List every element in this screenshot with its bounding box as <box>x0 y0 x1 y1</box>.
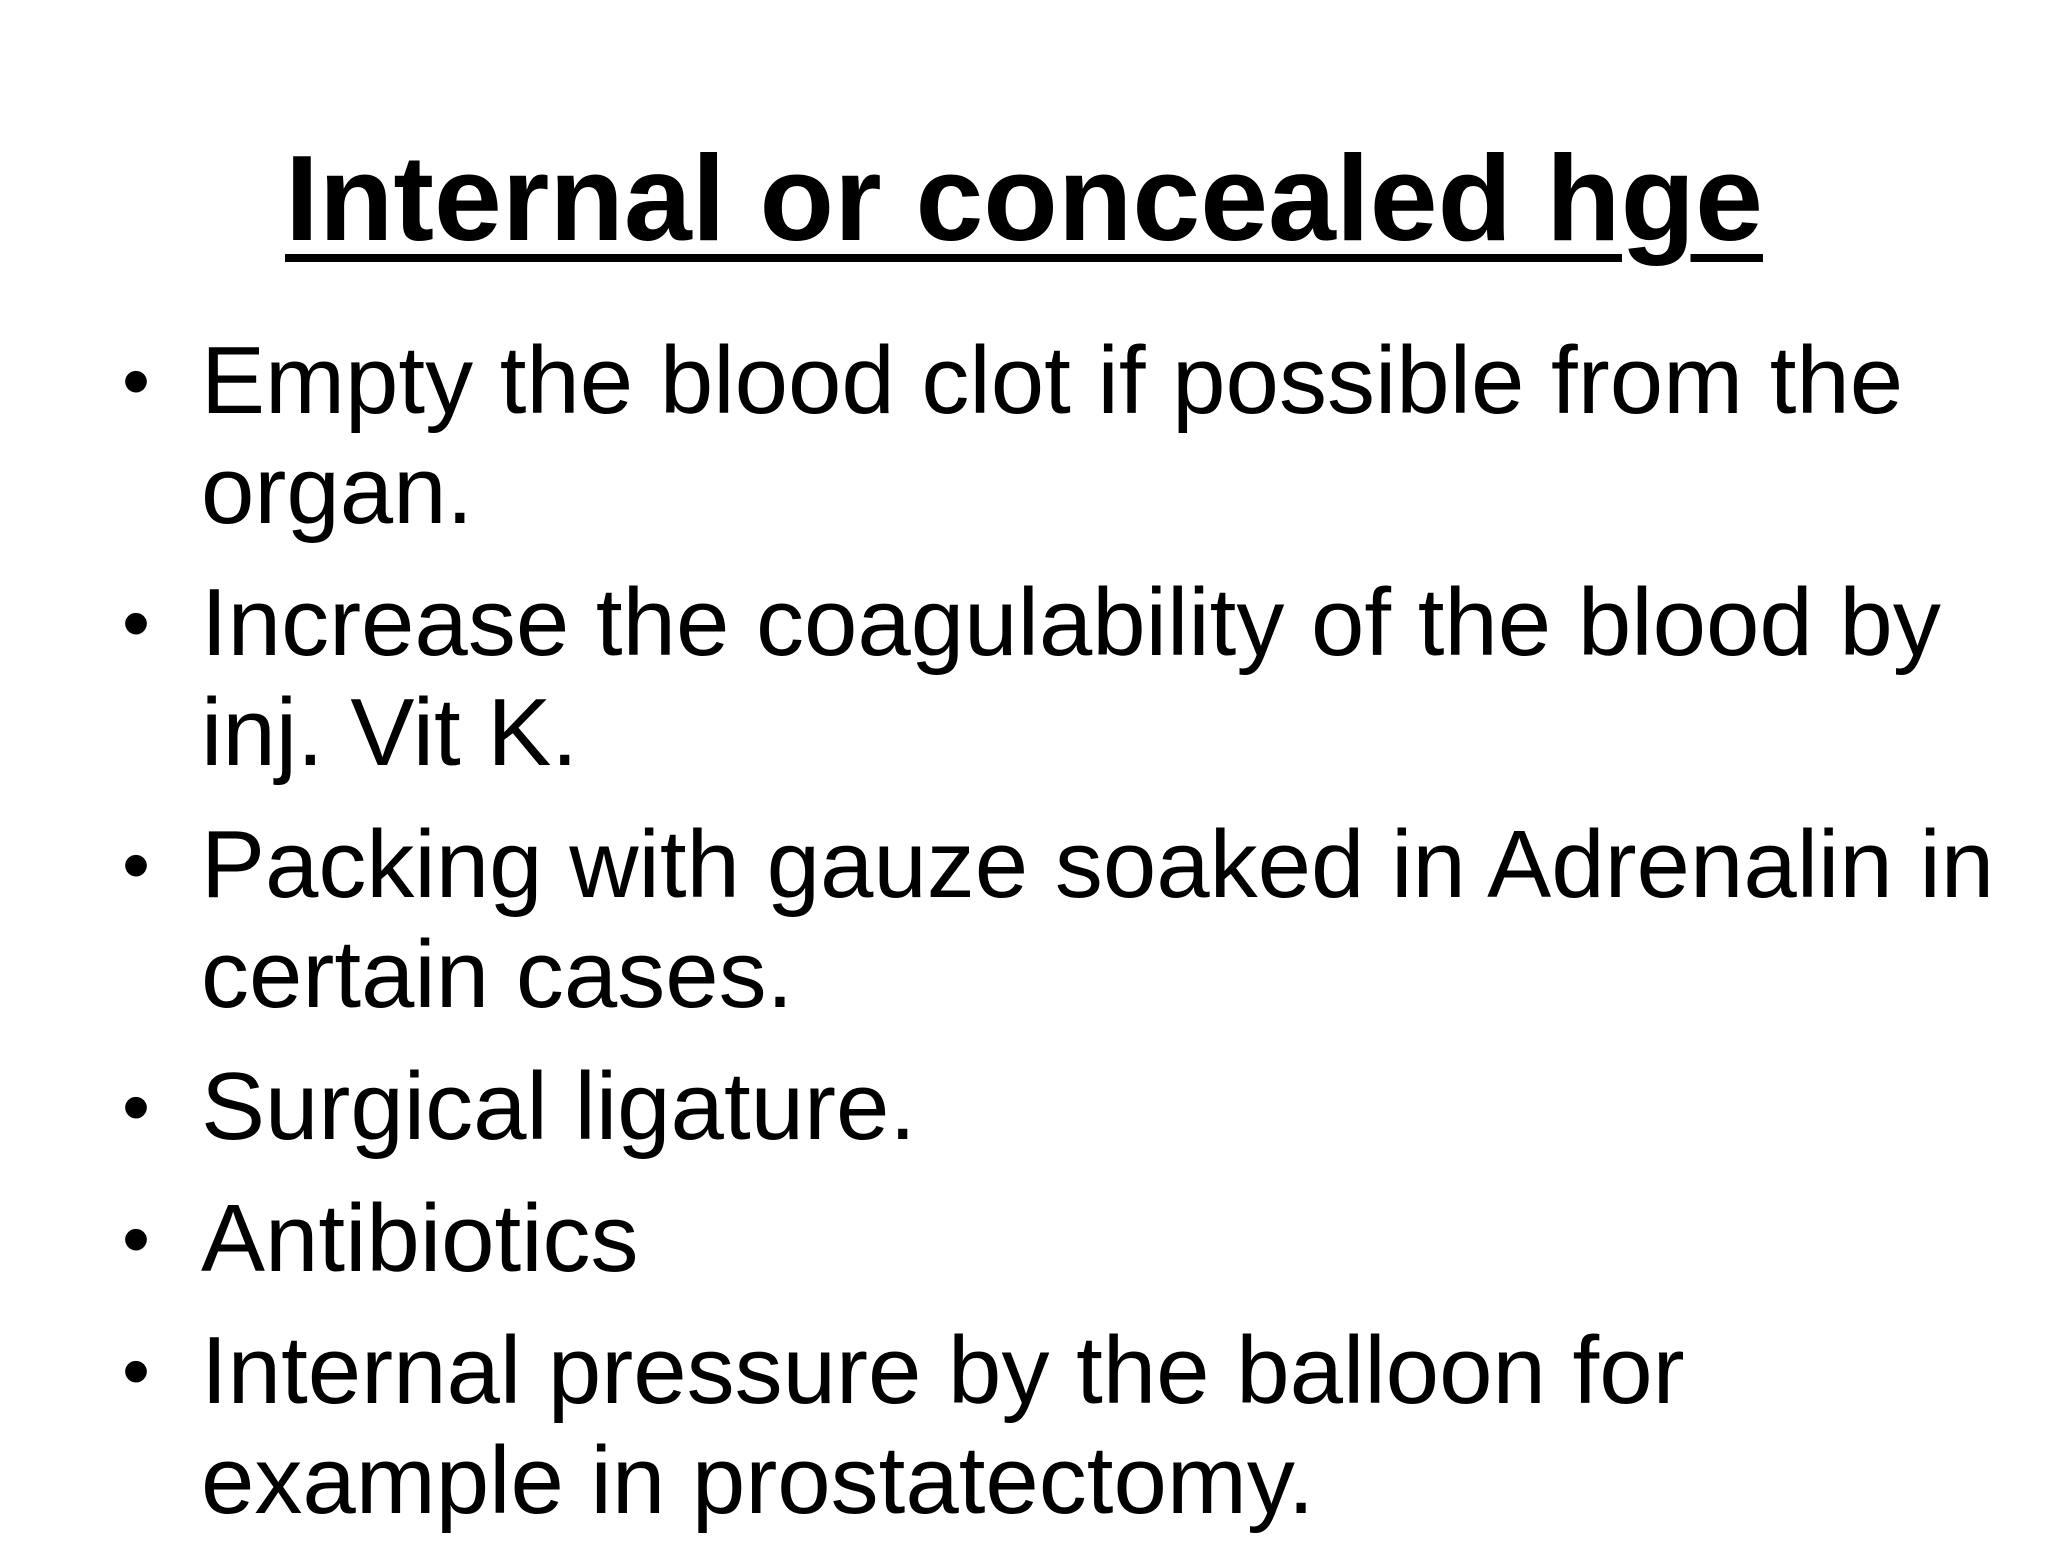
bullet-text-line: example in prostatectomy. <box>201 1427 1315 1534</box>
bullet-item <box>0 810 2048 1030</box>
bullet-text-line: Packing with gauze soaked in Adrenalin in <box>201 811 1995 918</box>
bullet-icon: • <box>122 1194 151 1283</box>
slide-title-text: Internal or concealed hge <box>285 130 1763 266</box>
slide-title <box>0 128 2048 268</box>
bullet-item <box>0 326 2048 546</box>
bullet-item <box>0 1184 2048 1294</box>
bullet-text-line: inj. Vit K. <box>201 679 579 786</box>
bullet-icon: • <box>122 1062 151 1151</box>
bullet-item <box>0 1052 2048 1162</box>
bullet-text-line: Empty the blood clot if possible from the <box>201 327 1904 434</box>
bullet-icon: • <box>122 578 151 667</box>
bullet-icon: • <box>122 820 151 909</box>
bullet-item <box>0 1316 2048 1536</box>
bullet-text-line: Surgical ligature. <box>201 1053 917 1160</box>
bullet-text-line: Antibiotics <box>201 1185 639 1292</box>
bullet-icon: • <box>122 1326 151 1415</box>
bullet-text-line: certain cases. <box>201 921 794 1028</box>
bullet-icon: • <box>122 336 151 425</box>
bullet-text-line: organ. <box>201 437 474 544</box>
bullet-text-line: Increase the coagulability of the blood by <box>201 569 1941 676</box>
bullet-list <box>0 326 2048 1558</box>
bullet-text-line: Internal pressure by the balloon for <box>201 1317 1685 1424</box>
bullet-item <box>0 568 2048 788</box>
